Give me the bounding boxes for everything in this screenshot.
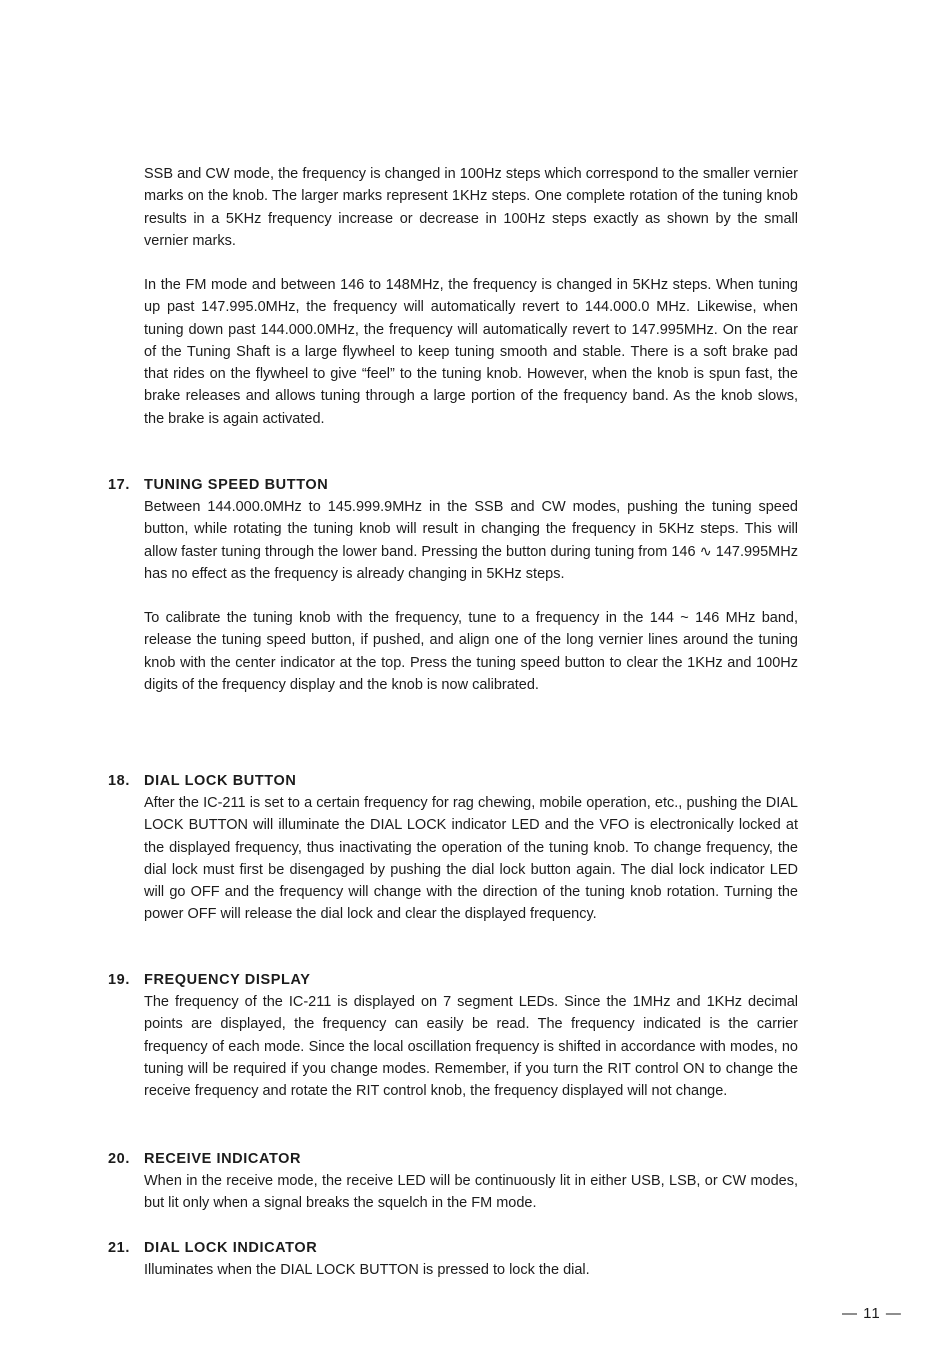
section-paragraph: The frequency of the IC-211 is displayed on 7 segment LEDs. Since the 1MHz and 1KHz decimal points are displayed, the frequency can easily be read. The frequency indicated is the carrier frequency of each mode. Since the local oscillation frequency is shifted in accordance with modes, no tuning will be required if you change modes. Remember, if you turn the RIT control ON to change the receive frequency and rotate the RIT control knob, the frequency displayed will not change. — [144, 994, 798, 1100]
section-title: TUNING SPEED BUTTON — [144, 477, 329, 493]
section-paragraph: To calibrate the tuning knob with the frequency, tune to a frequency in the 144 ~ 146 MHz band, release the tuning speed button, if pushed, and align one of the long vernier lines around the tuning knob with the center indicator at the top. Press the tuning speed button to clear the 1KHz and 100Hz digits of the frequency display and the knob is now calibrated. — [144, 610, 798, 694]
section-number: 19. — [108, 972, 130, 988]
section-number: 18. — [108, 773, 130, 789]
section-number: 20. — [108, 1151, 130, 1167]
section-receive-indicator — [108, 1148, 798, 1215]
section-title: DIAL LOCK BUTTON — [144, 773, 297, 789]
section-number: 17. — [108, 477, 130, 493]
section-paragraph: When in the receive mode, the receive LED will be continuously lit in either USB, LSB, or CW modes, but lit only when a signal breaks the squelch in the FM mode. — [144, 1173, 798, 1212]
section-paragraph: Illuminates when the DIAL LOCK BUTTON is pressed to lock the dial. — [144, 1262, 590, 1278]
section-number: 21. — [108, 1240, 130, 1256]
section-heading — [108, 969, 798, 991]
section-heading — [108, 1148, 798, 1170]
section-frequency-display — [108, 969, 798, 1102]
section-dial-lock-indicator — [108, 1237, 798, 1281]
intro-paragraph-fm: In the FM mode and between 146 to 148MHz, the frequency is changed in 5KHz steps. When tuning up past 147.995.0MHz, the frequency will automatically revert to 144.000.0 MHz. Likewise, when tuning down past 144.000.0MHz, the frequency will automatically revert to 147.995MHz. On the rear of the Tuning Shaft is a large flywheel to keep tuning smooth and stable. There is a soft brake pad that rides on the flywheel to give “feel” to the tuning knob. However, when the knob is spun fast, the brake releases and allows tuning through a large portion of the frequency band. As the knob slows, the brake is again activated. — [144, 277, 798, 427]
section-title: DIAL LOCK INDICATOR — [144, 1240, 318, 1256]
section-title: RECEIVE INDICATOR — [144, 1151, 302, 1167]
section-title: FREQUENCY DISPLAY — [144, 972, 311, 988]
page-number: — 11 — — [842, 1305, 902, 1322]
section-heading — [108, 474, 798, 496]
section-paragraph: After the IC-211 is set to a certain frequency for rag chewing, mobile operation, etc., pushing the DIAL LOCK BUTTON will illuminate the DIAL LOCK indicator LED and the VFO is electronically locked at the displayed frequency, thus inactivating the operation of the tuning knob. To change frequency, the dial lock must first be disengaged by pushing the dial lock button again. The dial lock indicator LED will go OFF and the frequency will change with the direction of the tuning knob rotation. Turning the power OFF will release the dial lock and clear the displayed frequency. — [144, 795, 798, 923]
section-paragraph: Between 144.000.0MHz to 145.999.9MHz in the SSB and CW modes, pushing the tuning speed button, while rotating the tuning knob will result in changing the frequency in 5KHz steps. This will allow faster tuning through the lower band. Pressing the button during tuning from 146 ∿ 147.995MHz has no effect as the frequency is already changing in 5KHz steps. — [144, 499, 798, 582]
section-heading — [108, 1237, 798, 1259]
section-tuning-speed-button — [108, 474, 798, 696]
intro-paragraph-ssb-cw: SSB and CW mode, the frequency is changed in 100Hz steps which correspond to the smaller vernier marks on the knob. The larger marks represent 1KHz steps. One complete rotation of the tuning knob results in a 5KHz frequency increase or decrease in 100Hz steps exactly as shown by the small vernier marks. — [144, 166, 798, 249]
section-dial-lock-button — [108, 770, 798, 926]
section-heading — [108, 770, 798, 792]
